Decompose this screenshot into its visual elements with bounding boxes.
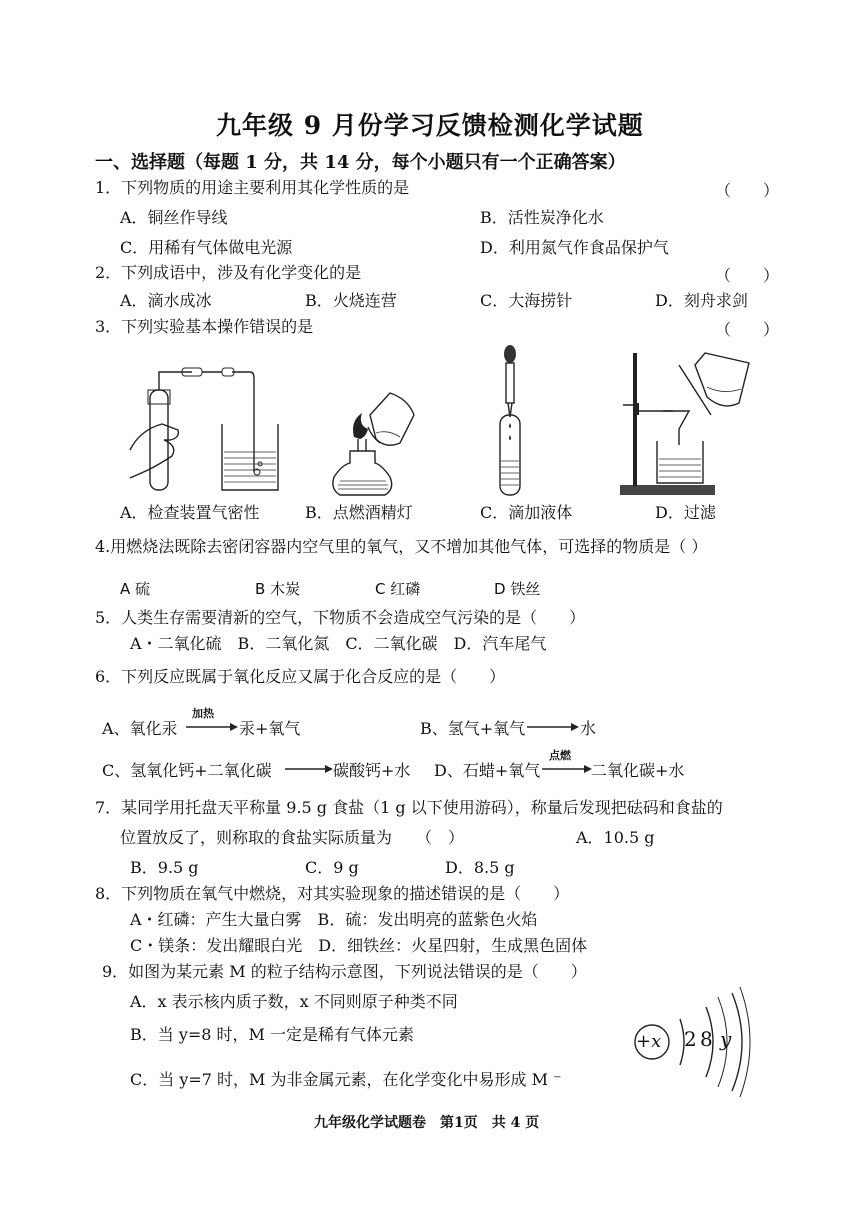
q8-options-line2: C・镁条：发出耀眼白光 D．细铁丝：火星四射，生成黑色固体	[130, 936, 588, 955]
q1-stem: 1．下列物质的用途主要利用其化学性质的是	[95, 178, 410, 197]
q5-stem: 5．人类生存需要清新的空气，下物质不会造成空气污染的是（ ）	[95, 608, 586, 627]
q8-options-line1: A・红磷：产生大量白雾 B．硫：发出明亮的蓝紫色火焰	[130, 910, 538, 929]
q3-option-d: D．过滤	[655, 503, 716, 522]
q7-option-b: B．9.5 g	[130, 858, 199, 877]
q4-option-a: A 硫	[120, 580, 151, 598]
q4-option-b: B 木炭	[255, 580, 301, 598]
section-heading: 一、选择题（每题 1 分，共 14 分，每个小题只有一个正确答案）	[95, 152, 626, 173]
q4-option-d: D 铁丝	[494, 580, 541, 598]
q7-option-c: C．9 g	[305, 858, 359, 877]
q9-option-b: B．当 y=8 时，M 一定是稀有气体元素	[130, 1025, 415, 1044]
q9-stem: 9．如图为某元素 M 的粒子结构示意图，下列说法错误的是（ ）	[102, 962, 587, 981]
q3-stem: 3．下列实验基本操作错误的是	[95, 317, 314, 336]
q9-option-c: C．当 y=7 时，M 为非金属元素，在化学变化中易形成 M ⁻	[130, 1070, 562, 1089]
reaction-arrow-icon	[542, 764, 592, 774]
atom-nucleus-label: +x	[636, 1031, 662, 1052]
q3-answer-paren: （ ）	[715, 320, 780, 339]
atom-shell2-electrons: 8	[700, 1027, 713, 1051]
q6-option-b-reactant: B、氢气+氧气	[420, 719, 526, 738]
q6-option-c-product: 碳酸钙+水	[333, 761, 411, 780]
q3-option-b: B．点燃酒精灯	[305, 503, 413, 522]
q1-answer-paren: （ ）	[715, 181, 780, 200]
reaction-arrow-icon	[285, 764, 333, 774]
q6-stem: 6．下列反应既属于氧化反应又属于化合反应的是（ ）	[95, 667, 506, 686]
q4-option-c: C 红磷	[375, 580, 421, 598]
q2-option-d: D．刻舟求剑	[655, 291, 748, 310]
q1-option-a: A．铜丝作导线	[120, 208, 228, 227]
airtightness-check-illustration	[120, 360, 290, 500]
q6-option-d-condition: 点燃	[549, 749, 571, 762]
q1-option-b: B．活性炭净化水	[480, 208, 604, 227]
q2-option-a: A．滴水成冰	[120, 291, 212, 310]
q6-option-d-reactant: D、石蜡+氧气	[434, 761, 541, 780]
q7-stem-line1: 7．某同学用托盘天平称量 9.5 g 食盐（1 g 以下使用游码），称量后发现把砝码和食盐的	[95, 798, 723, 817]
reaction-arrow-icon	[186, 722, 238, 732]
q6-option-a-condition: 加热	[192, 707, 214, 720]
q4-stem: 4.用燃烧法既除去密闭容器内空气里的氧气，又不增加其他气体，可选择的物质是（ ）	[95, 537, 708, 556]
q8-stem: 8．下列物质在氧气中燃烧，对其实验现象的描述错误的是（ ）	[95, 884, 570, 903]
q3-option-a: A．检查装置气密性	[120, 503, 260, 522]
page-footer: 九年级化学试题卷 第1页 共 4 页	[314, 1115, 540, 1131]
atom-shell1-electrons: 2	[684, 1027, 697, 1051]
reaction-arrow-icon	[527, 722, 579, 732]
q7-option-a: A．10.5 g	[576, 828, 655, 847]
q6-option-a-product: 汞+氧气	[239, 719, 301, 738]
q5-options: A・二氧化硫 B．二氧化氮 C．二氧化碳 D．汽车尾气	[130, 634, 547, 653]
q6-option-b-product: 水	[580, 719, 597, 738]
q2-stem: 2．下列成语中，涉及有化学变化的是	[95, 263, 362, 282]
q7-stem-line2: 位置放反了，则称取的食盐实际质量为 （ ）	[120, 828, 465, 847]
filtration-illustration	[615, 345, 755, 500]
q9-option-a: A．x 表示核内质子数，x 不同则原子种类不同	[130, 992, 458, 1011]
page-title: 九年级 9 月份学习反馈检测化学试题	[216, 111, 644, 140]
atom-shell3-electrons: y	[720, 1027, 732, 1051]
q7-option-d: D．8.5 g	[445, 858, 515, 877]
q1-option-d: D．利用氮气作食品保护气	[480, 238, 669, 257]
q2-answer-paren: （ ）	[715, 266, 780, 285]
lighting-alcohol-lamp-illustration	[320, 385, 420, 500]
dropping-liquid-illustration	[490, 345, 530, 500]
q2-option-b: B．火烧连营	[305, 291, 397, 310]
q6-option-a-reactant: A、氧化汞	[102, 719, 178, 738]
q6-option-c-reactant: C、氢氧化钙+二氧化碳	[102, 761, 272, 780]
q6-option-d-product: 二氧化碳+水	[591, 761, 685, 780]
q1-option-c: C．用稀有气体做电光源	[120, 238, 293, 257]
q2-option-c: C．大海捞针	[480, 291, 573, 310]
q3-option-c: C．滴加液体	[480, 503, 573, 522]
